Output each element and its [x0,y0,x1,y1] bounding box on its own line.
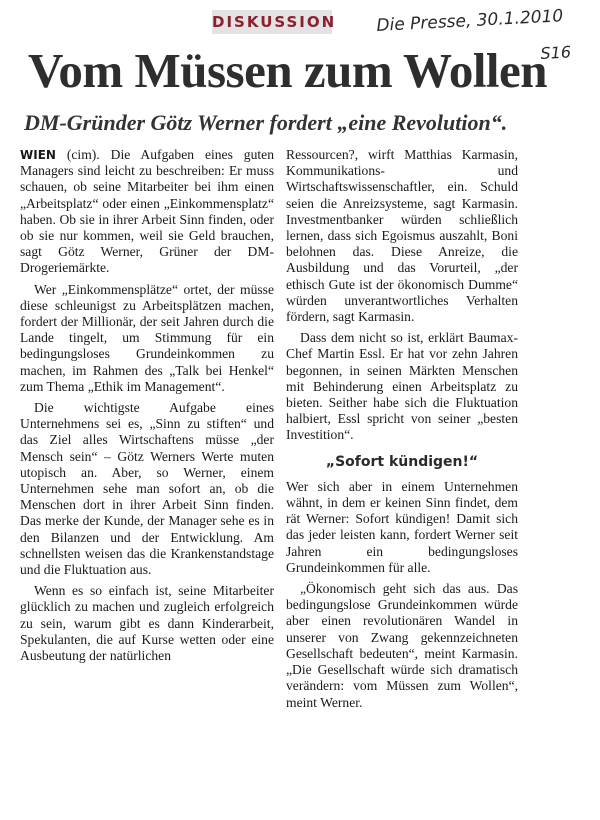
article-paragraph: Wer „Einkommensplätze“ ortet, der müsse diese schleunigst zu Arbeitsplätzen machen, fordert der Millionär, der seit Jahren durch die Lande tingelt, um Stimmung für ein bedingungsloses Grundeinkommen zu machen, im Rahmen des „Talk bei Henkel“ zum Thema „Ethik im Management“. [20,281,274,394]
article-paragraph: Wer sich aber in einem Unternehmen wähnt, in dem er keinen Sinn findet, dem rät Werner: Sofort kündigen! Damit sich das jeder leisten kann, fordert Werner seit Jahren ein bedingungsloses Grundeinkommen für alle. [286,478,518,575]
section-badge: DISKUSSION [212,10,332,34]
handwritten-page-note: S16 [540,42,572,63]
article-subheadline: DM-Gründer Götz Werner fordert „eine Revolution“. [24,110,508,135]
article-paragraph: Ressourcen?, wirft Matthias Karmasin, Kommunikations- und Wirtschaftswissenschaftler, ein. Schuld seien die Anreizsysteme, sagt Karmasin. Investmentbanker würden schließlich lernen, dass sich Egoismus auszahlt, Boni belohnen das. Diese Anreize, die Ausbildung und das Vorurteil, „der ethisch Gute ist der ökonomisch Dumme“ würden unverantwortliches Verhalten fördern, sagt Karmasin. [286,147,518,325]
article-headline: Vom Müssen zum Wollen [28,43,548,98]
paragraph-text: (cim). Die Aufgaben eines guten Managers sind leicht zu beschreiben: Er muss schauen, ob seine Mitarbeiter bei ihm einen „Arbeitsplatz“ oder einen „Einkommensplatz“ haben. Ob sie in ihrer Arbeit Sinn finden, oder ob sie nur kommen, weil sie Geld brauchen, sagt Götz Werner, Grüner der DM-Drogeriemärkte. [20,147,274,276]
article-paragraph: Dass dem nicht so ist, erklärt Baumax-Chef Martin Essl. Er hat vor zehn Jahren begonnen, in seinen Märkten Menschen mit Behinderung einen Arbeitsplatz zu bieten. Seither habe sich die Fluktuation halbiert, Essl spricht von seiner „besten Investition“. [286,330,518,443]
handwritten-source-note: Die Presse, 30.1.2010 [376,6,564,36]
article-subheading: „Sofort kündigen!“ [325,453,479,470]
article-paragraph: Wenn es so einfach ist, seine Mitarbeiter glücklich zu machen und zugleich erfolgreich zu sein, warum gibt es dann Kinderarbeit, Spekulanten, die auf Kurse wetten oder eine Ausbeutung der natürlichen [20,583,274,664]
dateline: WIEN [20,148,56,162]
article-paragraph [20,147,274,277]
article-column-left [20,147,274,669]
article-paragraph: Die wichtigste Aufgabe eines Unternehmens sei es, „Sinn zu stiften“ und das Ziel alles Wirtschaftens müsse „der Mensch sein“ – Götz Werners Werte muten utopisch an. Aber, so Werner, einem Unternehmen sehe man sofort an, ob die Menschen dort in ihrer Arbeit Sinn finden. Das merke der Kunde, der Manager sehe es in den Bilanzen und der Entwicklung. Am schnellsten weisen das die Krankenstandstage und die Fluktuation aus. [20,400,274,578]
article-column-right [286,147,518,716]
article-paragraph: „Ökonomisch geht sich das aus. Das bedingungslose Grundeinkommen würde aber einen revolutionären Wandel in unserer von Zwang gekennzeichneten Gesellschaft bedeuten“, meint Karmasin. „Die Gesellschaft würde sich dramatisch verändern: vom Müssen zum Wollen“, meint Werner. [286,581,518,710]
